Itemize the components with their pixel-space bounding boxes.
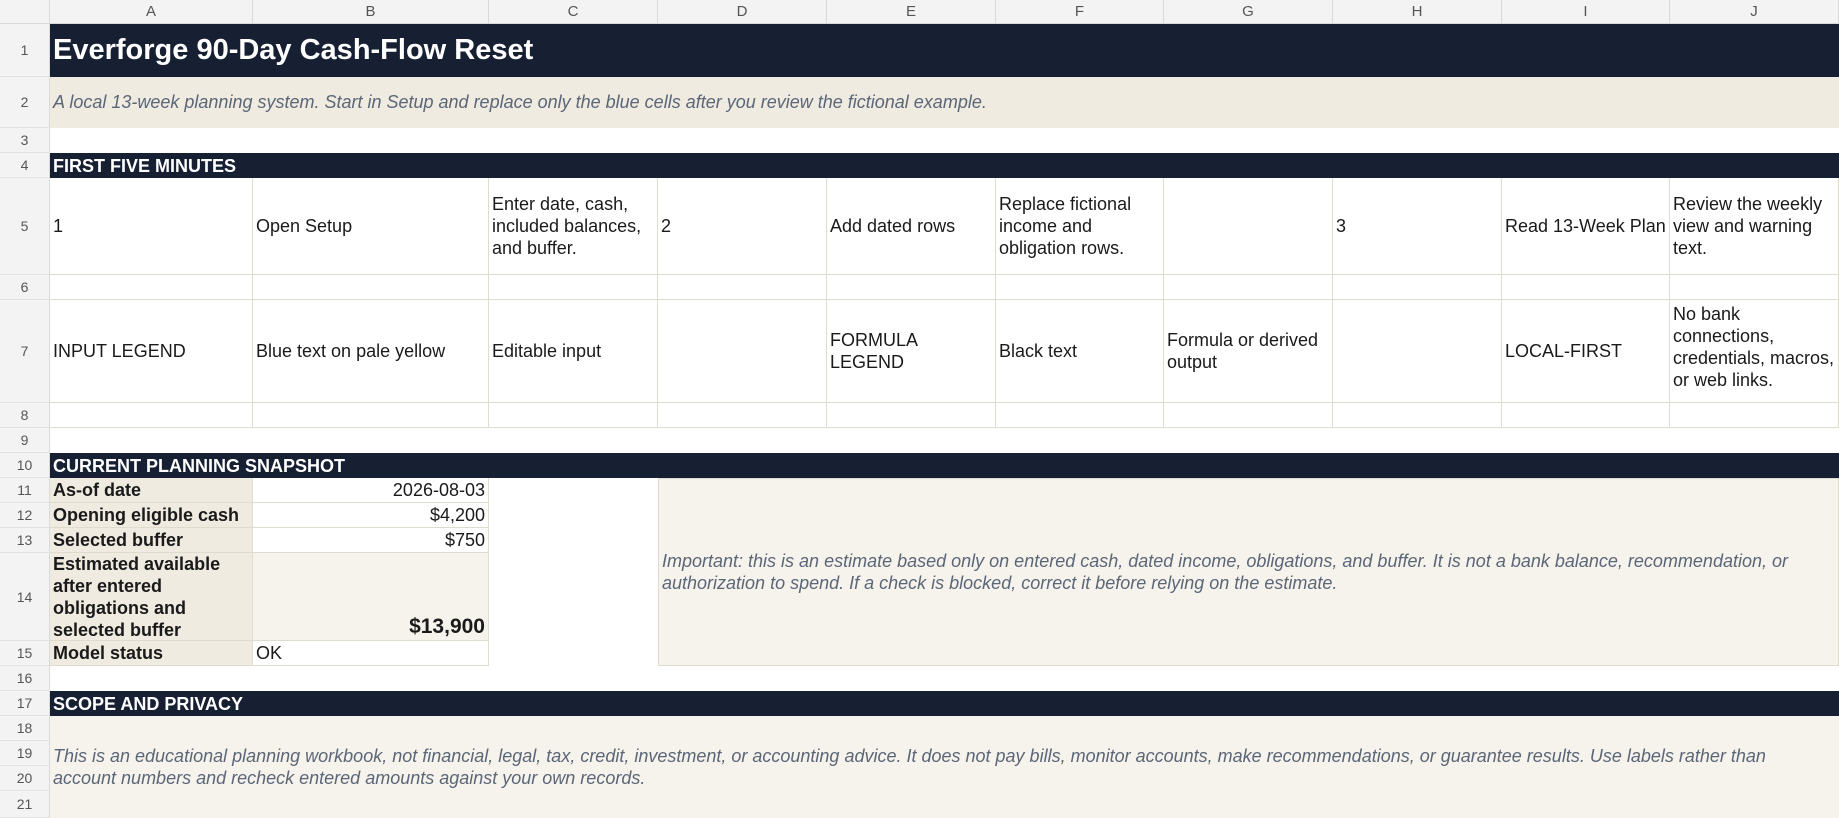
empty-cell[interactable] xyxy=(1164,403,1333,428)
row-header-17[interactable]: 17 xyxy=(0,691,50,716)
section-planning-snapshot[interactable]: CURRENT PLANNING SNAPSHOT xyxy=(50,453,1839,478)
input-legend-meaning[interactable]: Editable input xyxy=(489,300,658,403)
row-header-2[interactable]: 2 xyxy=(0,77,50,128)
row-header-7[interactable]: 7 xyxy=(0,300,50,403)
selected-buffer-value[interactable]: $750 xyxy=(253,528,489,553)
row-header-18[interactable]: 18 xyxy=(0,716,50,741)
row-header-15[interactable]: 15 xyxy=(0,641,50,666)
row-header-6[interactable]: 6 xyxy=(0,275,50,300)
step-3-number[interactable]: 3 xyxy=(1333,178,1502,275)
empty-cell[interactable] xyxy=(827,403,996,428)
empty-cell[interactable] xyxy=(50,403,253,428)
row-header-11[interactable]: 11 xyxy=(0,478,50,503)
empty-cell[interactable] xyxy=(1333,275,1502,300)
legend-row-cell-d[interactable] xyxy=(658,300,827,403)
as-of-date-value[interactable]: 2026-08-03 xyxy=(253,478,489,503)
step-2-detail[interactable]: Replace fictional income and obligation rows. xyxy=(996,178,1164,275)
empty-cell[interactable] xyxy=(996,275,1164,300)
empty-cell[interactable] xyxy=(489,403,658,428)
step-2-title[interactable]: Add dated rows xyxy=(827,178,996,275)
column-header-b[interactable]: B xyxy=(253,0,489,24)
row-header-4[interactable]: 4 xyxy=(0,153,50,178)
step-1-title[interactable]: Open Setup xyxy=(253,178,489,275)
model-status-label: Model status xyxy=(50,641,253,666)
empty-cell[interactable] xyxy=(658,403,827,428)
step-2-number[interactable]: 2 xyxy=(658,178,827,275)
as-of-date-label: As-of date xyxy=(50,478,253,503)
formula-legend-meaning[interactable]: Formula or derived output xyxy=(1164,300,1333,403)
estimate-disclaimer-note[interactable]: Important: this is an estimate based only on entered cash, dated income, obligations, and buffer. It is not a bank balance, recommendation, or authorization to spend. If a check is blocked, correct it before relying on the estimate. xyxy=(658,478,1839,666)
scope-privacy-text[interactable]: This is an educational planning workbook, not financial, legal, tax, credit, investment, or accounting advice. It does not pay bills, monitor accounts, make recommendations, or guarantee results. Use labels rather than account numbers and recheck entered amounts against your own records. xyxy=(50,716,1839,818)
select-all-corner[interactable] xyxy=(0,0,50,24)
opening-cash-value[interactable]: $4,200 xyxy=(253,503,489,528)
column-header-f[interactable]: F xyxy=(996,0,1164,24)
empty-cell[interactable] xyxy=(1502,275,1670,300)
column-header-j[interactable]: J xyxy=(1670,0,1839,24)
row-header-20[interactable]: 20 xyxy=(0,766,50,791)
step-row-cell-g[interactable] xyxy=(1164,178,1333,275)
legend-row-cell-h[interactable] xyxy=(1333,300,1502,403)
row-header-12[interactable]: 12 xyxy=(0,503,50,528)
local-first-label[interactable]: LOCAL-FIRST xyxy=(1502,300,1670,403)
column-header-g[interactable]: G xyxy=(1164,0,1333,24)
input-legend-style[interactable]: Blue text on pale yellow xyxy=(253,300,489,403)
empty-cell[interactable] xyxy=(253,403,489,428)
row-header-8[interactable]: 8 xyxy=(0,403,50,428)
empty-cell[interactable] xyxy=(996,403,1164,428)
empty-cell[interactable] xyxy=(253,275,489,300)
section-scope-privacy[interactable]: SCOPE AND PRIVACY xyxy=(50,691,1839,716)
row-header-13[interactable]: 13 xyxy=(0,528,50,553)
column-header-d[interactable]: D xyxy=(658,0,827,24)
row-header-3[interactable]: 3 xyxy=(0,128,50,153)
row-header-10[interactable]: 10 xyxy=(0,453,50,478)
step-1-detail[interactable]: Enter date, cash, included balances, and buffer. xyxy=(489,178,658,275)
row-header-14[interactable]: 14 xyxy=(0,553,50,641)
empty-cell[interactable] xyxy=(1670,403,1839,428)
formula-legend-label[interactable]: FORMULA LEGEND xyxy=(827,300,996,403)
row-header-1[interactable]: 1 xyxy=(0,24,50,77)
row-header-16[interactable]: 16 xyxy=(0,666,50,691)
column-header-h[interactable]: H xyxy=(1333,0,1502,24)
row-header-19[interactable]: 19 xyxy=(0,741,50,766)
local-first-detail[interactable]: No bank connections, credentials, macros, or web links. xyxy=(1670,300,1839,403)
workbook-title[interactable]: Everforge 90-Day Cash-Flow Reset xyxy=(50,24,1839,77)
opening-cash-label: Opening eligible cash xyxy=(50,503,253,528)
empty-cell[interactable] xyxy=(489,275,658,300)
estimated-available-value[interactable]: $13,900 xyxy=(253,553,489,641)
step-1-number[interactable]: 1 xyxy=(50,178,253,275)
empty-cell[interactable] xyxy=(1164,275,1333,300)
empty-cell[interactable] xyxy=(1502,403,1670,428)
row-header-9[interactable]: 9 xyxy=(0,428,50,453)
column-header-a[interactable]: A xyxy=(50,0,253,24)
column-header-e[interactable]: E xyxy=(827,0,996,24)
selected-buffer-label: Selected buffer xyxy=(50,528,253,553)
column-header-i[interactable]: I xyxy=(1502,0,1670,24)
step-3-detail[interactable]: Review the weekly view and warning text. xyxy=(1670,178,1839,275)
model-status-value[interactable]: OK xyxy=(253,641,489,666)
empty-cell[interactable] xyxy=(50,275,253,300)
estimated-available-label: Estimated available after entered obligations and selected buffer xyxy=(50,553,253,641)
row-header-21[interactable]: 21 xyxy=(0,791,50,818)
column-header-c[interactable]: C xyxy=(489,0,658,24)
empty-cell[interactable] xyxy=(827,275,996,300)
empty-cell[interactable] xyxy=(1670,275,1839,300)
section-first-five-minutes[interactable]: FIRST FIVE MINUTES xyxy=(50,153,1839,178)
step-3-title[interactable]: Read 13-Week Plan xyxy=(1502,178,1670,275)
empty-cell[interactable] xyxy=(658,275,827,300)
input-legend-label[interactable]: INPUT LEGEND xyxy=(50,300,253,403)
empty-cell[interactable] xyxy=(1333,403,1502,428)
workbook-subtitle[interactable]: A local 13-week planning system. Start in Setup and replace only the blue cells after you review the fictional example. xyxy=(50,77,1839,128)
row-header-5[interactable]: 5 xyxy=(0,178,50,275)
formula-legend-style[interactable]: Black text xyxy=(996,300,1164,403)
